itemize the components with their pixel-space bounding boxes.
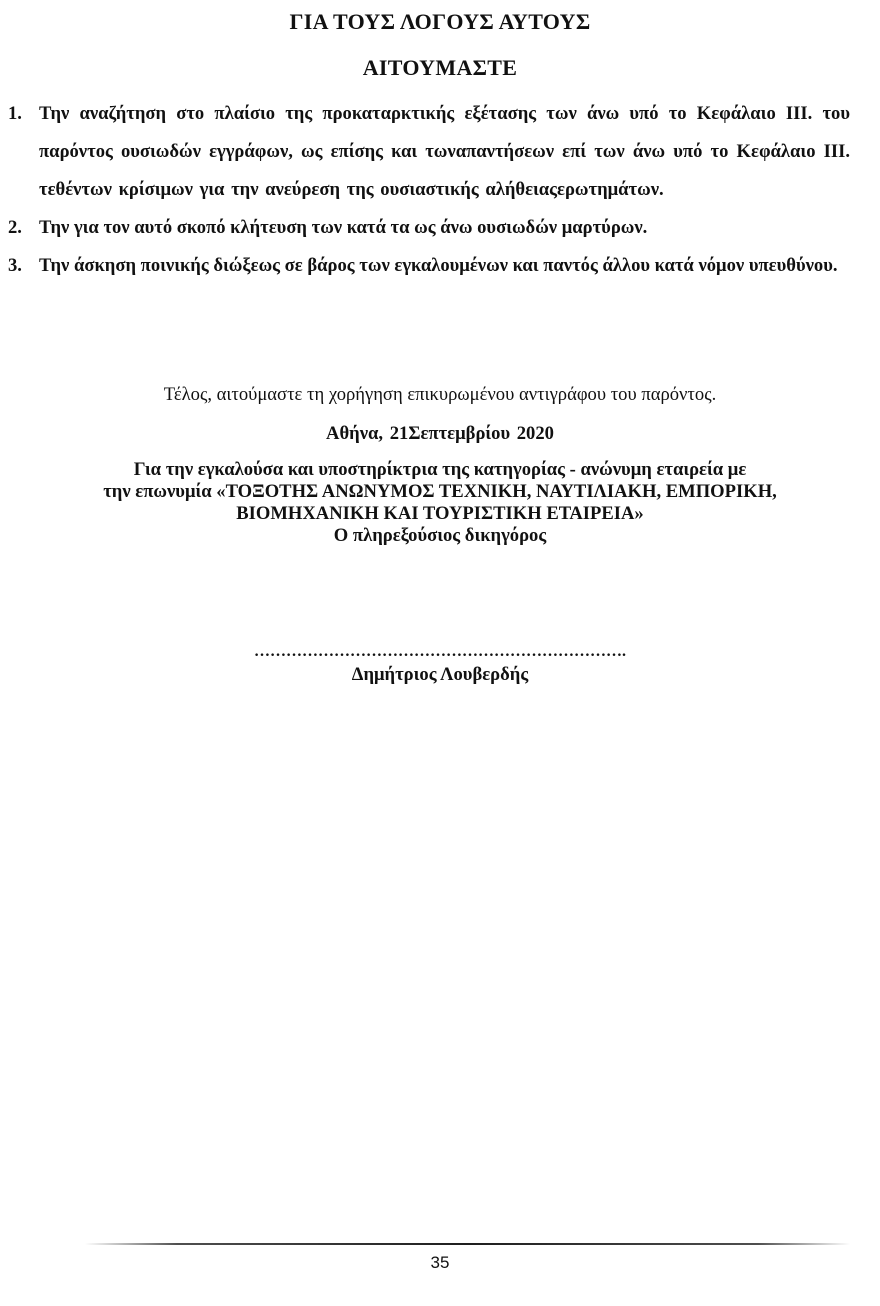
list-item [8,95,850,209]
heading-reasons: ΓΙΑ ΤΟΥΣ ΛΟΓΟΥΣ ΑΥΤΟΥΣ [289,9,591,34]
list-item-text: Την αναζήτηση στο πλαίσιο της προκαταρκτικής εξέτασης των άνω υπό το Κεφάλαιο ΙΙΙ. του παρόντος ουσιωδών εγγράφων, ως επίσης και τωναπαντήσεων επί των άνω υπό το Κεφάλαιο ΙΙΙ. τεθέντων κρίσιμων για την ανεύρεση της ουσιαστικής αλήθειαςερωτημάτων. [39,103,850,200]
place-and-date: Αθήνα, 21Σεπτεμβρίου 2020 [326,423,554,444]
signature-line: ……………………………………………………………. [254,643,626,660]
list-item-text: Την για τον αυτό σκοπό κλήτευση των κατά τα ως άνω ουσιωδών μαρτύρων. [39,217,648,238]
footer-divider [85,1243,850,1245]
signatory-line: την επωνυμία «ΤΟΞΟΤΗΣ ΑΝΩΝΥΜΟΣ ΤΕΧΝΙΚΗ, ΝΑΥΤΙΛΙΑΚΗ, ΕΜΠΟΡΙΚΗ, [103,481,777,502]
requests-list [8,95,850,285]
heading-request: ΑΙΤΟΥΜΑΣΤΕ [362,55,518,80]
signatory-role: Ο πληρεξούσιος δικηγόρος [333,525,547,546]
list-item [8,247,850,285]
list-item-number: 1. [8,103,22,124]
page-number: 35 [430,1253,450,1272]
list-item-number: 3. [8,255,22,276]
list-item-text: Την άσκηση ποινικής διώξεως σε βάρος των εγκαλουμένων και παντός άλλου κατά νόμον υπευθύνου. [39,255,838,276]
signatory-line: ΒΙΟΜΗΧΑΝΙΚΗ ΚΑΙ ΤΟΥΡΙΣΤΙΚΗ ΕΤΑΙΡΕΙΑ» [236,503,644,524]
closing-statement: Τέλος, αιτούμαστε τη χορήγηση επικυρωμένου αντιγράφου του παρόντος. [163,384,717,405]
list-item-number: 2. [8,217,22,238]
signatory-line: Για την εγκαλούσα και υποστηρίκτρια της κατηγορίας - ανώνυμη εταιρεία με [133,459,747,480]
list-item [8,209,850,247]
signatory-block [0,459,880,547]
signer-name: Δημήτριος Λουβερδής [351,664,529,685]
